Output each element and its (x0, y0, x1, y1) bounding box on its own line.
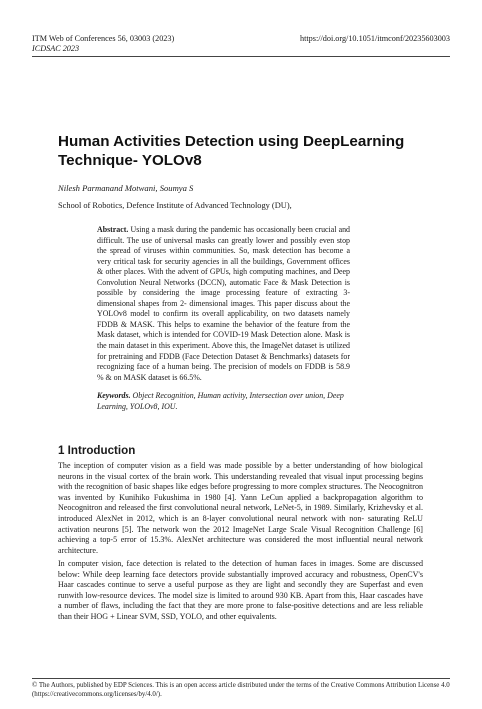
license-footer: © The Authors, published by EDP Sciences. This is an open access article distributed under the terms of the Creative Commons Attribution License 4.0 (https://creativecommons.org/licenses/by/4.0/). (32, 682, 450, 698)
body-paragraph: In computer vision, face detection is related to the detection of human faces in images. Some are discussed below: While deep learning face detectors provide substantially improved accuracy and robustness, OpenCV's Haar cascades continue to serve a useful purpose as they are light and secondly they are Superfast and even runwith low-resource devices. The model size is limited to around 930 KB. Apart from this, Haar cascades have a number of flaws, including the fact that they are more prone to false-positive detections and are less reliable than their HOG + Linear SVM, SSD, YOLO, and other equivalents. (58, 559, 423, 621)
author-list: Nilesh Parmanand Motwani, Soumya S (58, 183, 194, 193)
running-header-left (32, 34, 174, 54)
abstract-text: Using a mask during the pandemic has occasionally been crucial and difficult. The use of universal masks can greatly lower and possibly even stop the spread of viruses within communities. So, mask detection has become a very critical task for security agencies in all the buildings, Government offices & other places. With the advent of GPUs, high computing machines, and Deep Convolution Neural Networks (DCCN), automatic Face & Mask Detection is possible by considering the image processing feature of extracting 3-dimensional shapes from 2- dimensional images. This paper discuss about the YOLOv8 model to confirm its overall applicability, on two datasets namely FDDB & MASK. This helps to examine the behavior of the feature from the Mask dataset, which is intended for COVID-19 Mask Detection alone. Mask is the main dataset in this experiment. Above this, the ImageNet dataset is utilized for pretraining and FDDB (Face Detection Dataset & Benchmarks) datasets for recognizing face of a human being. The precision of models on FDDB is 58.9 % & on MASK dataset is 66.5%. (97, 225, 350, 382)
header-rule (32, 56, 450, 57)
section-heading-introduction: 1 Introduction (58, 444, 136, 457)
footer-rule (32, 678, 450, 679)
paper-title: Human Activities Detection using DeepLearning Technique- YOLOv8 (58, 133, 405, 169)
body-paragraph: The inception of computer vision as a field was made possible by a better understanding of how biological neurons in the visual cortex of the brain work. This understanding revealed that visual input processing begins with the recognition of basic shapes like edges before progressing to more complex structures. The Neocognitron was invented by Kunihiko Fukushima in 1980 [4]. Yann LeCun applied a backpropagation algorithm to Neocognitron and released the first convolutional neural network, LeNet-5, in 1989. Similarly, Krizhevsky et al. introduced AlexNet in 2012, which is an 8-layer convolutional neural network with non- saturating ReLU activation neurons [5]. The network won the 2012 ImageNet Large Scale Visual Recognition Challenge [6] achieving a top-5 error of 15.3%. AlexNet architecture was considered the most influential neural network architecture. (58, 461, 423, 555)
doi-link[interactable]: https://doi.org/10.1051/itmconf/20235603003 (300, 34, 450, 43)
affiliation: School of Robotics, Defence Institute of Advanced Technology (DU), (58, 201, 292, 210)
conference-name: ICDSAC 2023 (32, 44, 80, 53)
keywords-text: Object Recognition, Human activity, Intersection over union, Deep Learning, YOLOv8, IOU. (97, 391, 344, 411)
keywords-label: Keywords. (97, 391, 131, 400)
keywords (97, 391, 350, 412)
abstract (97, 225, 350, 383)
journal-citation: ITM Web of Conferences 56, 03003 (2023) (32, 34, 175, 43)
abstract-label: Abstract. (97, 225, 129, 234)
